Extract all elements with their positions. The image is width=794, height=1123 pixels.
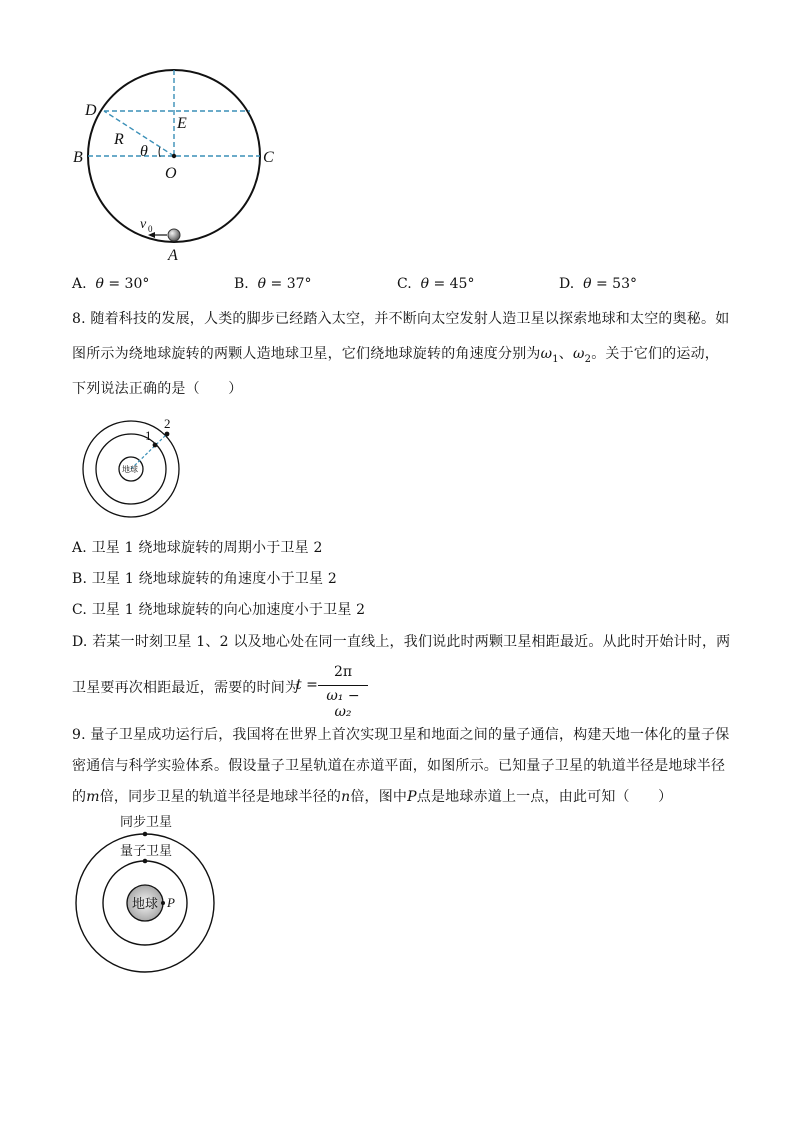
label-e: E (177, 115, 187, 132)
q7-option-b[interactable]: B. θ = 37° (234, 276, 312, 292)
ball-icon (168, 229, 180, 241)
q8-option-d-line2: 卫星要再次相距最近，需要的时间为 (72, 680, 300, 696)
label-v-sub: 0 (148, 224, 153, 234)
label-a: A (168, 247, 178, 264)
q7-options (72, 276, 712, 296)
center-point-o (172, 154, 176, 158)
q9-stem-line3: 的m倍，同步卫星的轨道半径是地球半径的n倍，图中P点是地球赤道上一点，由此可知（ ） (72, 789, 673, 805)
q8-orbit-figure (78, 414, 190, 519)
point-p-dot (161, 901, 165, 905)
satellite-2-label: 2 (164, 416, 171, 431)
fraction-denominator: ω₁ − ω₂ (326, 688, 360, 720)
satellite-2-dot (165, 432, 170, 437)
label-d: D (85, 102, 97, 119)
label-v: v (140, 217, 147, 232)
label-r: R (114, 131, 124, 148)
q7-circle-figure (60, 62, 300, 267)
fraction-bar (318, 685, 368, 686)
q8-stem-line2: 图所示为绕地球旋转的两颗人造地球卫星，它们绕地球旋转的角速度分别为$\omega_1$、$\omega_2$。关于它们的运动， (72, 346, 719, 365)
point-p-label: P (167, 895, 175, 910)
time-lhs: t = (296, 677, 318, 693)
q8-stem-line3: 下列说法正确的是（ ） (72, 381, 243, 397)
time-fraction (318, 664, 368, 720)
satellite-1-label: 1 (145, 428, 152, 443)
q8-stem-line1: 8. 随着科技的发展，人类的脚步已经踏入太空，并不断向太空发射人造卫星以探索地球和太空的奥秘。如 (72, 311, 730, 327)
q9-orbit-figure (70, 810, 220, 978)
earth-label: 地球 (132, 896, 159, 911)
q8-option-a[interactable]: A. 卫星 1 绕地球旋转的周期小于卫星 2 (72, 540, 323, 556)
satellite-1-dot (153, 443, 158, 448)
q8-option-d-line1[interactable]: D. 若某一时刻卫星 1、2 以及地心处在同一直线上，我们说此时两颗卫星相距最近。从此时开始计时，两 (72, 634, 731, 650)
earth-label: 地球 (122, 465, 138, 474)
q8-option-b[interactable]: B. 卫星 1 绕地球旋转的角速度小于卫星 2 (72, 571, 337, 587)
q9-stem-line1: 9. 量子卫星成功运行后，我国将在世界上首次实现卫星和地面之间的量子通信，构建天地一体化的量子保 (72, 727, 730, 743)
q7-option-a[interactable]: A. θ = 30° (72, 276, 150, 292)
quantum-satellite-dot (143, 859, 148, 864)
q9-stem-line2: 密通信与科学实验体系。假设量子卫星轨道在赤道平面，如图所示。已知量子卫星的轨道半径是地球半径 (72, 758, 726, 774)
sync-satellite-dot (143, 832, 148, 837)
sync-satellite-label: 同步卫星 (120, 814, 173, 829)
quantum-satellite-label: 量子卫星 (120, 843, 173, 858)
label-theta: θ (140, 143, 148, 160)
q7-option-d[interactable]: D. θ = 53° (559, 276, 637, 292)
label-b: B (73, 149, 83, 166)
fraction-numerator: 2π (333, 664, 353, 680)
q8-option-c[interactable]: C. 卫星 1 绕地球旋转的向心加速度小于卫星 2 (72, 602, 366, 618)
q7-option-c[interactable]: C. θ = 45° (397, 276, 475, 292)
label-c: C (263, 149, 274, 166)
theta-arc (159, 147, 160, 157)
label-o: O (165, 165, 177, 182)
